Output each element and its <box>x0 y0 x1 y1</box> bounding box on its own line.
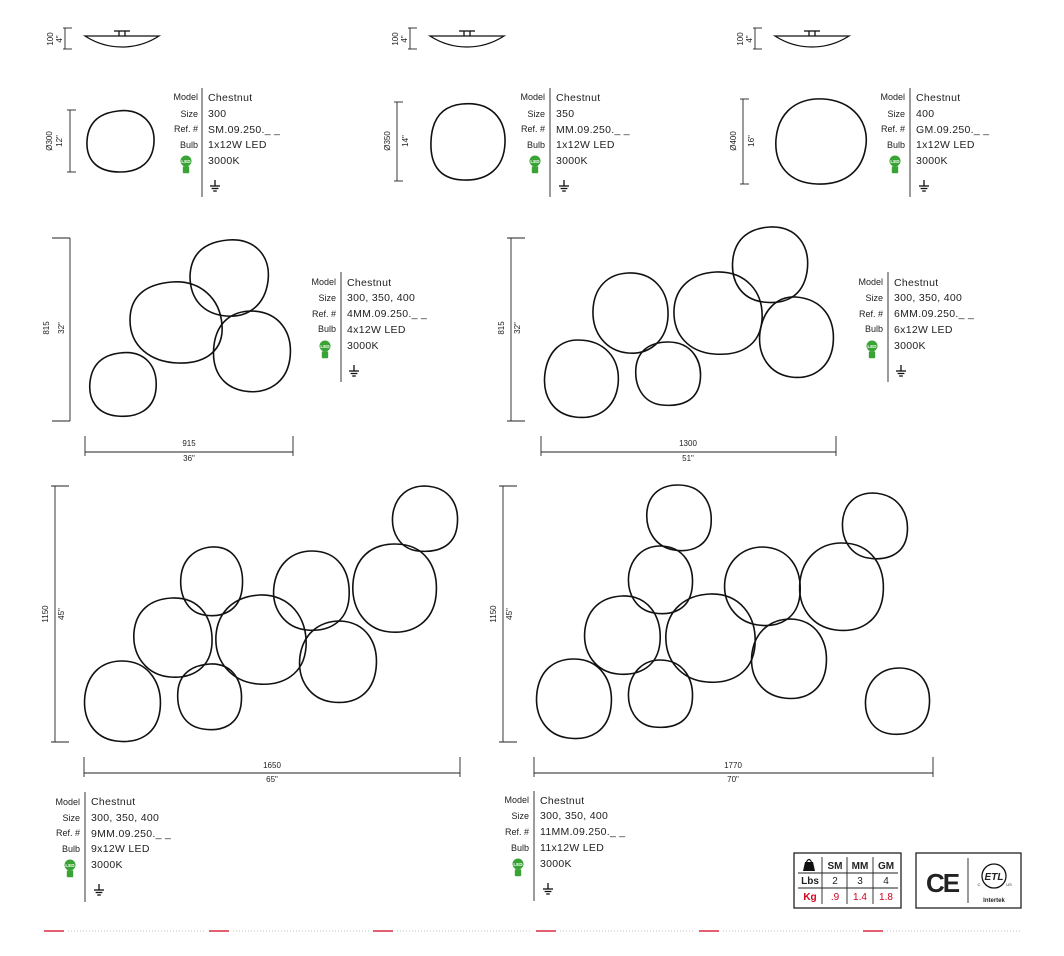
size-value: 400 <box>916 108 935 120</box>
size-label: Size <box>511 811 529 821</box>
fixture-outline <box>130 282 222 363</box>
fixture-outline <box>674 272 762 354</box>
model-value: Chestnut <box>916 92 961 104</box>
cluster-11-drawing <box>489 485 933 784</box>
kg-mm: 1.4 <box>853 892 867 903</box>
width-mm: 915 <box>182 439 196 448</box>
fixture-outline <box>392 486 457 551</box>
profile-height-mm: 100 <box>736 32 745 46</box>
width-mm: 1650 <box>263 761 281 770</box>
profile-view-sm <box>46 28 159 49</box>
fixture-outline <box>87 111 154 172</box>
ground-icon <box>896 365 906 376</box>
cluster-6-drawing <box>497 227 836 463</box>
single-fixture-mm <box>383 102 505 181</box>
model-value: Chestnut <box>208 92 253 104</box>
height-mm: 815 <box>42 321 51 335</box>
size-label: Size <box>318 293 336 303</box>
single-fixture-sm <box>45 110 154 172</box>
weight-header-mm: MM <box>851 861 869 872</box>
height-mm: 815 <box>497 321 506 335</box>
ground-icon <box>210 180 220 191</box>
color-temp-value: 3000K <box>894 340 926 352</box>
fixture-outline <box>776 99 866 184</box>
diameter-in: 12" <box>55 135 64 147</box>
size-label: Size <box>62 813 80 823</box>
profile-view-mm <box>391 28 504 49</box>
fixture-outline <box>300 621 377 702</box>
size-value: 300 <box>208 108 227 120</box>
color-temp-value: 3000K <box>540 858 572 870</box>
model-value: Chestnut <box>556 92 601 104</box>
lbs-mm: 3 <box>857 876 863 887</box>
fixture-outline <box>431 104 505 180</box>
spec-block-4 <box>311 272 427 382</box>
lbs-gm: 4 <box>883 876 889 887</box>
profile-view-gm <box>736 28 849 49</box>
ref-label: Ref. # <box>311 309 336 319</box>
fixture-outline <box>842 493 907 559</box>
spec-block-7 <box>504 791 625 901</box>
model-label: Model <box>520 92 545 102</box>
ce-mark-icon: CE <box>925 868 959 898</box>
fixture-outline <box>190 240 268 316</box>
kg-sm: .9 <box>830 892 840 903</box>
size-label: Size <box>527 109 545 119</box>
bulb-value: 9x12W LED <box>91 843 150 855</box>
led-icon <box>890 156 901 174</box>
fixture-outline <box>800 543 884 630</box>
fixture-outline <box>353 544 437 632</box>
model-value: Chestnut <box>91 796 136 808</box>
spec-block-6 <box>55 792 171 902</box>
weight-table <box>794 853 901 908</box>
model-value: Chestnut <box>894 277 939 289</box>
profile-height-mm: 100 <box>46 32 55 46</box>
width-mm: 1770 <box>724 761 742 770</box>
fixture-outline <box>593 273 668 353</box>
led-icon <box>320 341 331 359</box>
kg-gm: 1.8 <box>879 892 893 903</box>
ground-icon <box>543 883 553 894</box>
fixture-outline <box>628 660 692 727</box>
fixture-outline <box>274 551 350 630</box>
ground-icon <box>559 180 569 191</box>
spec-block-1 <box>173 88 280 197</box>
width-in: 51" <box>682 454 694 463</box>
bulb-value: 6x12W LED <box>894 324 953 336</box>
profile-height-in: 4" <box>55 35 64 43</box>
width-in: 36" <box>183 454 195 463</box>
profile-height-mm: 100 <box>391 32 400 46</box>
fixture-profile <box>85 31 159 47</box>
bulb-value: 4x12W LED <box>347 324 406 336</box>
fixture-outline <box>181 547 243 616</box>
size-value: 350 <box>556 108 575 120</box>
fixture-outline <box>725 547 801 626</box>
model-label: Model <box>173 92 198 102</box>
fixture-profile <box>775 31 849 47</box>
bulb-label: Bulb <box>510 843 529 853</box>
led-icon <box>867 341 878 359</box>
fixture-outline <box>760 297 834 378</box>
spec-block-2 <box>520 88 629 197</box>
cluster-9-drawing <box>41 486 460 784</box>
fixture-outline <box>666 594 755 682</box>
led-icon <box>181 156 192 174</box>
height-in: 32" <box>513 322 522 334</box>
diameter-mm: Ø350 <box>383 131 392 151</box>
fixture-outline <box>216 595 306 684</box>
ref-label: Ref. # <box>858 309 883 319</box>
ground-icon <box>349 365 359 376</box>
certification-box <box>916 853 1021 908</box>
size-value: 300, 350, 400 <box>347 292 416 304</box>
size-label: Size <box>887 109 905 119</box>
width-mm: 1300 <box>679 439 697 448</box>
ref-value: SM.09.250._ _ <box>208 124 281 136</box>
led-icon <box>530 156 541 174</box>
cluster-4-drawing <box>42 238 293 463</box>
fixture-outline <box>545 340 619 417</box>
fixture-profile <box>430 31 504 47</box>
intertek-text: Intertek <box>983 898 1005 904</box>
bulb-label: Bulb <box>886 140 905 150</box>
led-icon <box>513 859 524 877</box>
ground-icon <box>919 180 929 191</box>
ref-label: Ref. # <box>55 828 80 838</box>
profile-height-in: 4" <box>400 35 409 43</box>
model-label: Model <box>55 797 80 807</box>
fixture-outline <box>752 619 827 698</box>
diameter-mm: Ø300 <box>45 131 54 151</box>
bulb-value: 1x12W LED <box>208 139 267 151</box>
ref-value: 6MM.09.250._ _ <box>894 308 975 320</box>
single-fixture-gm <box>729 99 866 184</box>
fixture-outline <box>537 659 612 739</box>
bulb-label: Bulb <box>179 140 198 150</box>
diameter-in: 14" <box>401 135 410 147</box>
model-label: Model <box>311 277 336 287</box>
etl-c-mark: C <box>977 882 981 887</box>
lbs-label: Lbs <box>801 876 819 887</box>
color-temp-value: 3000K <box>916 155 948 167</box>
model-label: Model <box>504 795 529 805</box>
fixture-outline <box>90 353 156 417</box>
color-temp-value: 3000K <box>91 859 123 871</box>
ref-label: Ref. # <box>520 124 545 134</box>
bulb-label: Bulb <box>317 324 336 334</box>
ref-value: 9MM.09.250._ _ <box>91 828 172 840</box>
ref-label: Ref. # <box>504 827 529 837</box>
fixture-outline <box>85 661 161 742</box>
spec-block-5 <box>858 272 974 382</box>
diameter-mm: Ø400 <box>729 131 738 151</box>
ref-value: GM.09.250._ _ <box>916 124 990 136</box>
height-in: 45" <box>57 608 66 620</box>
fixture-outline <box>865 668 929 734</box>
ground-icon <box>94 884 104 895</box>
ref-value: 4MM.09.250._ _ <box>347 308 428 320</box>
bulb-value: 1x12W LED <box>916 139 975 151</box>
etl-text: ETL <box>984 872 1004 883</box>
bulb-label: Bulb <box>526 140 545 150</box>
lbs-sm: 2 <box>832 876 838 887</box>
model-value: Chestnut <box>540 795 585 807</box>
weight-header-gm: GM <box>877 861 895 872</box>
width-in: 65" <box>266 775 278 784</box>
size-value: 300, 350, 400 <box>894 292 963 304</box>
height-in: 45" <box>505 608 514 620</box>
fixture-outline <box>733 227 808 303</box>
model-value: Chestnut <box>347 277 392 289</box>
fixture-outline <box>647 485 711 551</box>
bulb-label: Bulb <box>61 844 80 854</box>
fixture-outline <box>628 546 692 614</box>
ref-value: 11MM.09.250._ _ <box>540 826 626 838</box>
height-mm: 1150 <box>489 605 498 623</box>
kg-label: Kg <box>803 892 817 903</box>
etl-mark-icon <box>978 864 1013 904</box>
weight-icon <box>803 860 815 872</box>
size-label: Size <box>865 293 883 303</box>
ref-label: Ref. # <box>173 124 198 134</box>
spec-block-3 <box>880 88 989 197</box>
model-label: Model <box>880 92 905 102</box>
height-in: 32" <box>57 322 66 334</box>
profile-height-in: 4" <box>745 35 754 43</box>
width-in: 70" <box>727 775 739 784</box>
led-icon <box>65 860 76 878</box>
size-label: Size <box>180 109 198 119</box>
bulb-value: 11x12W LED <box>540 842 605 854</box>
color-temp-value: 3000K <box>556 155 588 167</box>
diameter-in: 16" <box>747 135 756 147</box>
color-temp-value: 3000K <box>208 155 240 167</box>
height-mm: 1150 <box>41 605 50 623</box>
color-temp-value: 3000K <box>347 340 379 352</box>
ref-label: Ref. # <box>880 124 905 134</box>
ref-value: MM.09.250._ _ <box>556 124 630 136</box>
bulb-label: Bulb <box>864 324 883 334</box>
model-label: Model <box>858 277 883 287</box>
size-value: 300, 350, 400 <box>540 810 609 822</box>
bulb-value: 1x12W LED <box>556 139 615 151</box>
weight-header-sm: SM <box>827 861 843 872</box>
fixture-outline <box>214 311 291 392</box>
size-value: 300, 350, 400 <box>91 812 160 824</box>
etl-us-mark: US <box>1006 882 1012 887</box>
